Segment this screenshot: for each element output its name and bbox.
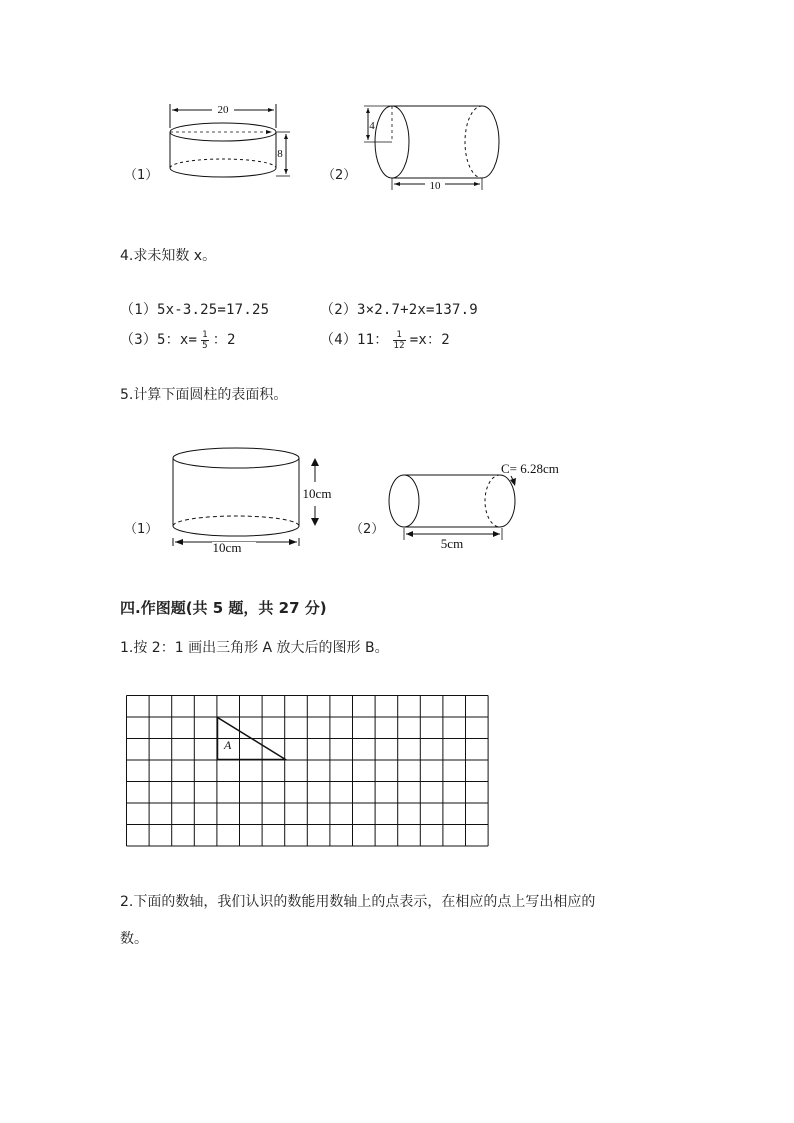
circumference-text: C= 6.28cm (501, 461, 559, 476)
section4-q1: 1.按 2：1 画出三角形 A 放大后的图形 B。 (120, 640, 389, 656)
dim-side-text: 8 (277, 148, 283, 160)
diameter-text: 10cm (212, 540, 242, 555)
dim-bottom-text: 10 (429, 180, 441, 192)
height-text: 10cm (302, 486, 332, 501)
section-4-header: 四.作图题(共 5 题，共 27 分) (120, 599, 327, 617)
q4-equation-4 (320, 329, 450, 351)
fig1-label-2: （2） (322, 168, 357, 183)
grid-drawing-area (124, 693, 492, 849)
eq3-suffix: ：2 (212, 332, 236, 348)
section4-q2-line1: 2.下面的数轴，我们认识的数能用数轴上的点表示，在相应的点上写出相应的 (120, 894, 596, 910)
dim-top-text: 20 (217, 104, 229, 116)
length-text: 5cm (440, 536, 464, 551)
eq3-fraction (201, 330, 209, 351)
eq4-numerator: 1 (393, 330, 406, 341)
eq3-numerator: 1 (202, 329, 208, 340)
q4-equation-1: （1）5x-3.25=17.25 (120, 302, 270, 318)
eq4-fraction (393, 330, 406, 351)
cylinder-diagram-4 (385, 456, 575, 556)
triangle-a-label: A (224, 738, 232, 752)
section4-q2-line2: 数。 (120, 931, 148, 947)
fig1-label-1: （1） (124, 168, 159, 183)
q4-equation-3 (120, 329, 236, 351)
q5-label-1: （1） (124, 522, 159, 537)
eq3-prefix: （3）5：x= (120, 332, 198, 348)
eq3-denominator: 5 (202, 340, 208, 351)
cylinder-diagram-3 (160, 440, 350, 556)
eq4-denominator: 12 (393, 340, 405, 351)
q5-label-2: （2） (350, 522, 385, 537)
eq4-suffix: =x：2 (409, 332, 450, 348)
eq4-prefix: （4）11： (320, 332, 389, 348)
grid-lines (127, 696, 489, 847)
q5-title: 5.计算下面圆柱的表面积。 (120, 387, 288, 403)
cylinder-diagram-1 (160, 98, 300, 190)
q4-equation-2: （2）3×2.7+2x=137.9 (320, 302, 478, 318)
q4-title: 4.求未知数 x。 (120, 248, 217, 264)
dim-left-text: 4 (369, 120, 375, 132)
cylinder-diagram-2 (360, 100, 510, 196)
